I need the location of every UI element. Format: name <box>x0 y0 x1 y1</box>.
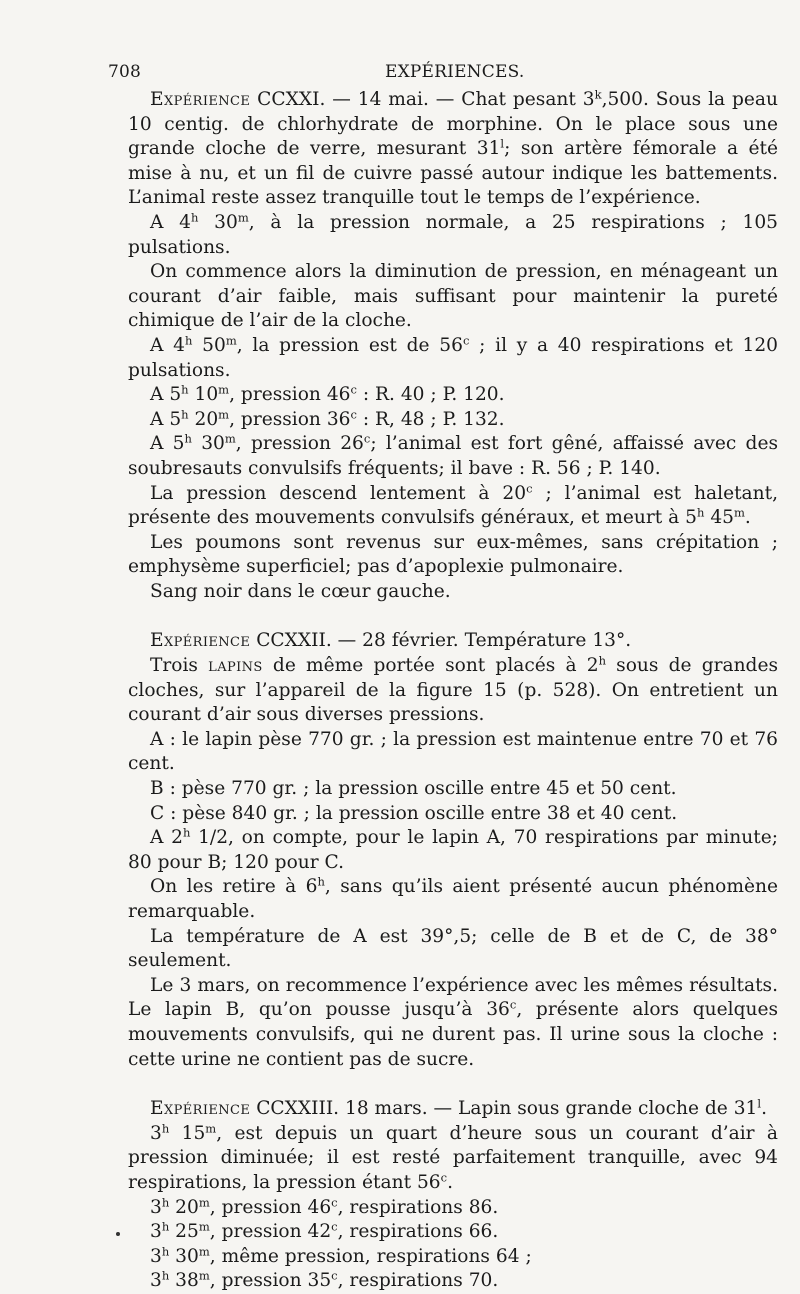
experiment-heading: Expérience CCXXII. — 28 février. Température 13°. <box>150 630 632 652</box>
experiment-heading: Expérience CCXXIII. 18 mars. — Lapin sous grande cloche de 31$^l$. <box>150 1096 767 1120</box>
experiment-label: Expérience <box>150 89 251 110</box>
paragraph: A 5$^h$ 30$^m$, pression 26$^c$; l’animal est fort gêné, affaissé avec des soubresauts convulsifs fréquents; il bave : R. 56 ; P. 140. <box>128 431 778 479</box>
page-number: 708 <box>108 62 142 82</box>
paragraph: Sang noir dans le cœur gauche. <box>150 580 451 602</box>
paragraph: Les poumons sont revenus sur eux-mêmes, sans crépitation ; emphysème superficiel; pas d’apoplexie pulmonaire. <box>128 531 778 578</box>
paragraph: Trois lapins de même portée sont placés à 2$^h$ sous de grandes cloches, sur l’appareil de la figure 15 (p. 528). On entretient un courant d’air sous diverses pressions. <box>128 653 778 726</box>
experiment-heading: Expérience CCXXI. — 14 mai. — Chat pesant 3$^k$,500. Sous la peau 10 centig. de chlorhydrate de morphine. On le place sous une grande cloche de verre, mesurant 31$^l$; son artère fémorale a été mise à nu, et un fil de cuivre passé autour indique les battements. L’animal reste assez tranquille tout le temps de l’expérience. <box>128 87 778 209</box>
paragraph: A : le lapin pèse 770 gr. ; la pression est maintenue entre 70 et 76 cent. <box>128 728 778 775</box>
small-caps-word: lapins <box>208 655 263 677</box>
paragraph: 3$^h$ 20$^m$, pression 46$^c$, respirations 86. <box>150 1195 499 1218</box>
paragraph: La température de A est 39°,5; celle de B et de C, de 38° seulement. <box>128 925 778 972</box>
paragraph: A 5$^h$ 10$^m$, pression 46$^c$ : R. 40 ; P. 120. <box>150 382 505 406</box>
running-title: EXPÉRIENCES. <box>385 62 525 82</box>
ink-speck <box>116 1232 120 1236</box>
paragraph: C : pèse 840 gr. ; la pression oscille entre 38 et 40 cent. <box>150 802 678 824</box>
paragraph: Le 3 mars, on recommence l’expérience avec les mêmes résultats. Le lapin B, qu’on pousse jusqu’à 36$^c$, présente alors quelques mouvements convulsifs, qui ne durent pas. Il urine sous la cloche : cette urine ne contient pas de sucre. <box>128 974 778 1070</box>
paragraph: On commence alors la diminution de pression, en ménageant un courant d’air faible, mais suffisant pour maintenir la pureté chimique de l’air de la cloche. <box>128 261 778 332</box>
paragraph: 3$^h$ 30$^m$, même pression, respirations 64 ; <box>150 1244 532 1267</box>
paragraph: A 5$^h$ 20$^m$, pression 36$^c$ : R, 48 ; P. 132. <box>150 407 505 430</box>
paragraph: 3$^h$ 25$^m$, pression 42$^c$, respirations 66. <box>150 1219 499 1243</box>
page <box>108 62 778 1294</box>
paragraph: 3$^h$ 38$^m$, pression 35$^c$, respirations 70. <box>150 1268 499 1292</box>
experiment-label: Expérience <box>150 630 251 652</box>
paragraph: 3$^h$ 15$^m$, est depuis un quart d’heure sous un courant d’air à pression diminuée; il est resté parfaitement tranquille, avec 94 respirations, la pression étant 56$^c$. <box>128 1121 779 1193</box>
paragraph: A 4$^h$ 50$^m$, la pression est de 56$^c$ ; il y a 40 respirations et 120 pulsations. <box>128 333 779 381</box>
paragraph: La pression descend lentement à 20$^c$ ; l’animal est haletant, présente des mouvements convulsifs généraux, et meurt à 5$^h$ 45$^m$. <box>128 481 778 529</box>
body-text <box>108 88 778 1294</box>
paragraph: On les retire à 6$^h$, sans qu’ils aient présenté aucun phénomène remarquable. <box>128 875 778 922</box>
paragraph: A 2$^h$ 1/2, on compte, pour le lapin A, 70 respirations par minute; 80 pour B; 120 pour C. <box>128 825 778 873</box>
experiment-label: Expérience <box>150 1098 251 1120</box>
paragraph: B : pèse 770 gr. ; la pression oscille entre 45 et 50 cent. <box>150 778 677 800</box>
running-header <box>108 62 778 88</box>
paragraph: A 4$^h$ 30$^m$, à la pression normale, a 25 respirations ; 105 pulsations. <box>128 210 778 258</box>
